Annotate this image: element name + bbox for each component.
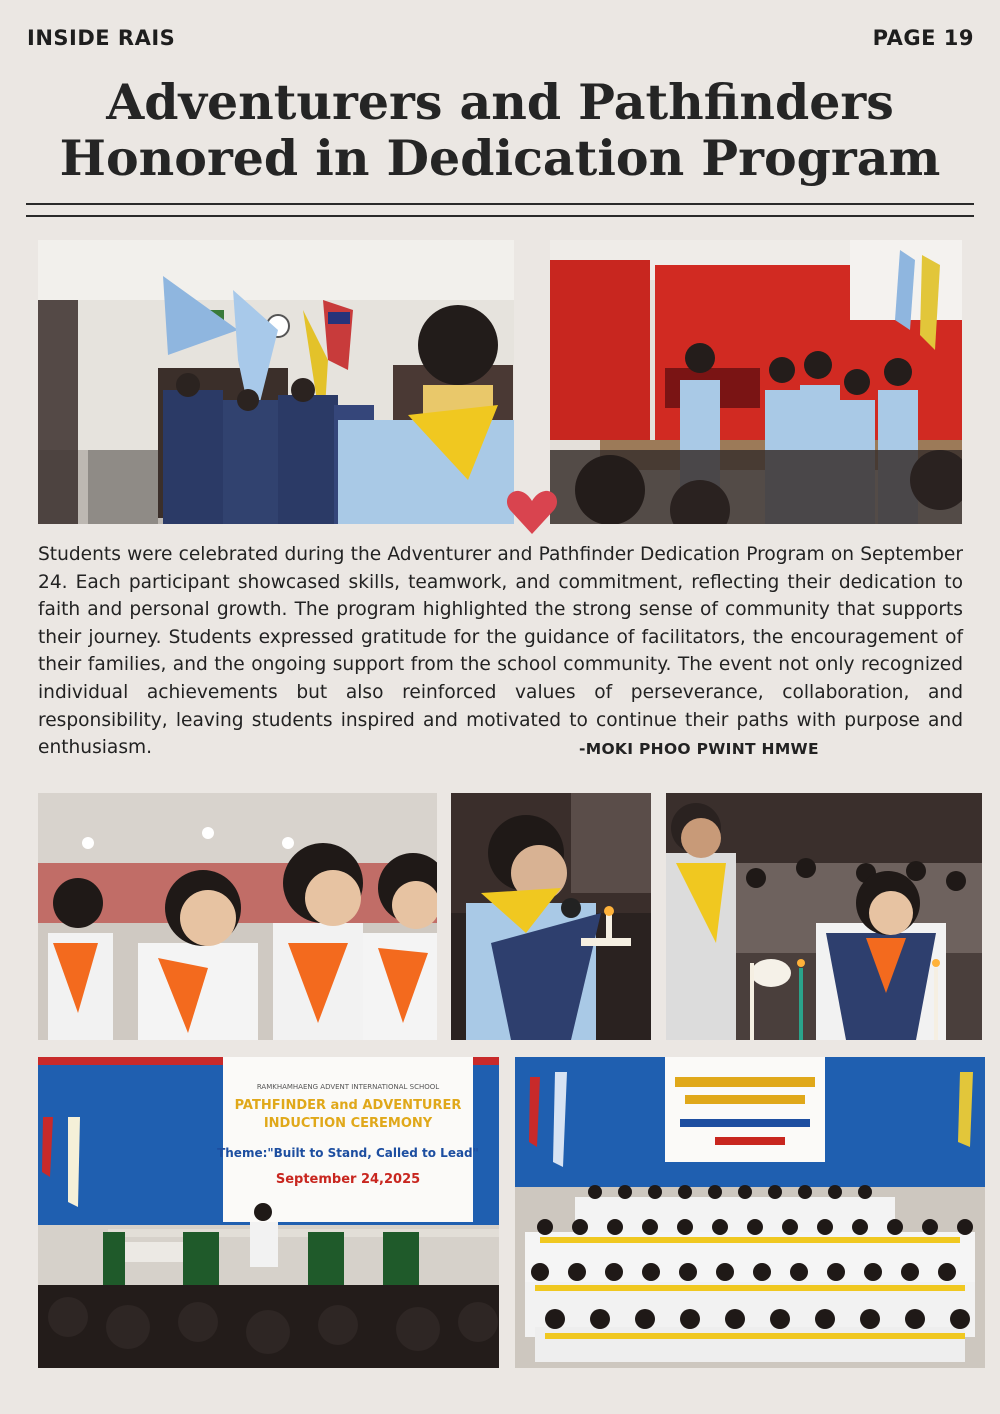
article-body: Students were celebrated during the Adventurer and Pathfinder Dedication Program on September 24. Each participant showcased skills, teamwork, and commitment, reflecting their dedication to faith and personal growth. The program highlighted the strong sense of community that supports their journey. Students expressed gratitude for the guidance of facilitators, the encouragement of their families, and the ongoing support from the school community. The event not only recognized individual achievements but also reinforced values of perseverance, collaboration, and responsibility, leaving students inspired and motivated to continue their paths with purpose and enthusiasm. <box>38 544 963 759</box>
article-byline: -MOKI PHOO PWINT HMWE <box>579 740 819 758</box>
heart-icon <box>505 488 559 536</box>
photo-boy-microphone <box>451 793 651 1040</box>
title-line-1: Adventurers and Pathfinders <box>106 73 894 131</box>
article-title <box>0 74 1000 186</box>
page-number: PAGE 19 <box>872 26 974 50</box>
section-label: INSIDE RAIS <box>27 26 176 50</box>
photo-children-uniforms <box>38 793 437 1040</box>
banner-theme: Theme:"Built to Stand, Called to Lead" <box>217 1146 479 1160</box>
photo-flag-procession <box>38 240 514 524</box>
title-line-2: Honored in Dedication Program <box>59 129 941 187</box>
photo-stage-curtain <box>550 240 962 524</box>
divider-bottom <box>26 215 974 217</box>
photo-group-portrait <box>515 1057 985 1368</box>
banner-line-1: PATHFINDER and ADVENTURER <box>234 1098 462 1113</box>
divider-top <box>26 203 974 205</box>
banner-line-2: INDUCTION CEREMONY <box>263 1116 433 1131</box>
photo-candle-lighting <box>666 793 982 1040</box>
banner-date: September 24,2025 <box>275 1172 421 1187</box>
photo-ceremony-stage <box>38 1057 499 1368</box>
banner-school: RAMKHAMHAENG ADVENT INTERNATIONAL SCHOOL <box>256 1083 440 1091</box>
